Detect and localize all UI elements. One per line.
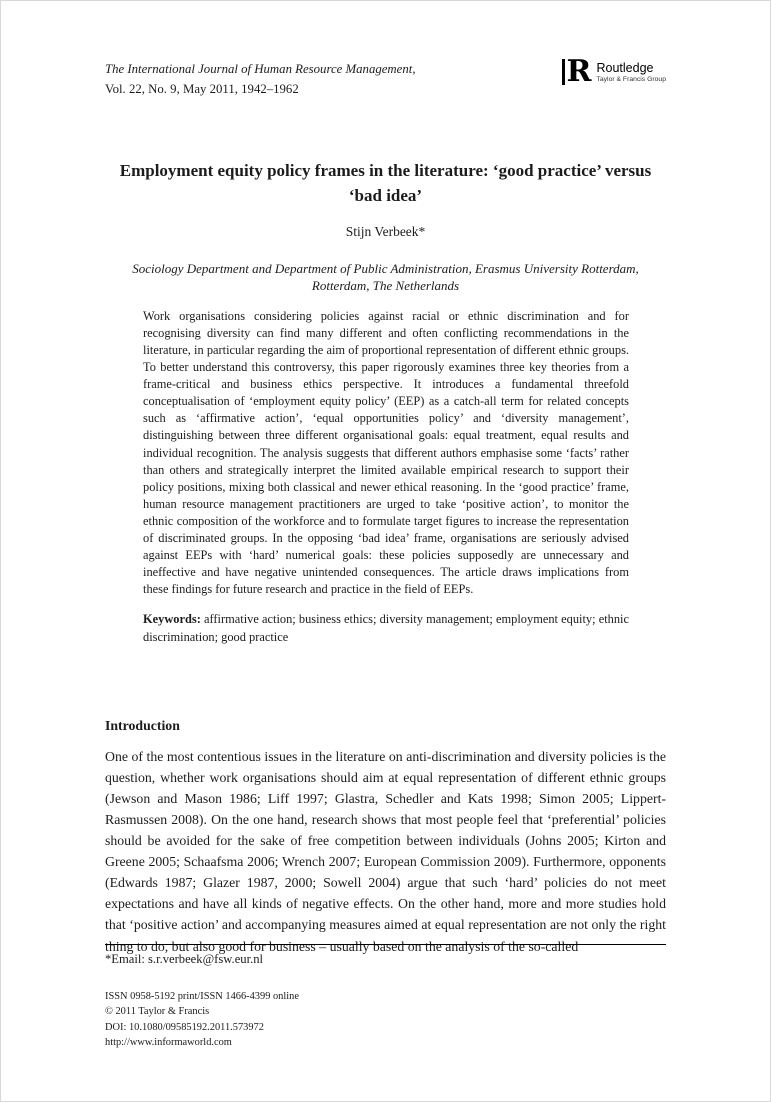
publisher-group: Taylor & Francis Group bbox=[596, 76, 666, 84]
imprint-block bbox=[105, 989, 666, 1051]
masthead bbox=[105, 54, 666, 97]
publisher-url-link[interactable]: http://www.informaworld.com bbox=[105, 1037, 232, 1049]
routledge-logo bbox=[562, 54, 666, 89]
keywords-label: Keywords: bbox=[143, 612, 201, 627]
footnote-area bbox=[105, 944, 666, 1051]
issn-line: ISSN 0958-5192 print/ISSN 1466-4399 online bbox=[105, 990, 299, 1002]
article-author: Stijn Verbeek* bbox=[345, 223, 426, 239]
copyright-line: © 2011 Taylor & Francis bbox=[105, 1006, 210, 1018]
article-abstract: Work organisations considering policies against racial or ethnic discrimination and for recognising diversity can find many different and often conflicting recommendations in the literature, in particular regarding the aim of proportional representation of different ethnic groups. To better understand this controversy, this paper rigorously examines three key theories from a frame-critical and business ethics perspective. It introduces a fundamental threefold conceptualisation of ‘employment equity policy’ (EEP) as a catch-all term for related concepts such as ‘affirmative action’, ‘equal opportunities policy’ and ‘diversity management’, distinguishing between three different organisational goals: equal treatment, equal results and individual recognition. The analysis suggests that different authors emphasise some ‘facts’ rather than others and strategically interpret the limited available empirical research to support their policy positions, mixing both classical and newer ethical reasoning. In the ‘good practice’ frame, human resource management practitioners are urged to take ‘positive action’, to monitor the ethnic composition of the workforce and to formulate target figures to increase the representation of discriminated groups. In the opposing ‘bad idea’ frame, organisations are seriously advised against EEPs with ‘hard’ numerical goals: these policies supposedly are unnecessary and ineffective and have negative unintended consequences. The article draws implications from these findings for future research and practice in the field of EEPs. bbox=[143, 308, 629, 597]
article-title: Employment equity policy frames in the literature: ‘good practice’ versus ‘bad idea’ bbox=[119, 161, 652, 205]
author-email-footnote[interactable]: *Email: s.r.verbeek@fsw.eur.nl bbox=[105, 951, 264, 966]
journal-name: The International Journal of Human Resource Management, bbox=[105, 62, 416, 76]
article-keywords bbox=[143, 611, 629, 645]
publisher-name: Routledge bbox=[596, 61, 654, 75]
journal-info bbox=[105, 61, 416, 97]
introduction-paragraph: One of the most contentious issues in the literature on anti-discrimination and diversity policies is the question, whether work organisations should aim at equal representation of different ethnic groups (Jewson and Mason 1986; Liff 1997; Glastra, Schedler and Kats 1998; Simon 2005; Lippert-Rasmussen 2008). On the one hand, research shows that most people feel that ‘preferential’ policies should be avoided for the sake of free competition between individuals (Johns 2005; Kirton and Greene 2005; Schaafsma 2006; Wrench 2007; European Commission 2009). Furthermore, opponents (Edwards 1987; Glazer 1987, 2000; Sowell 2004) argue that such ‘hard’ policies do not meet expectations and have all kinds of negative effects. On the other hand, more and more studies hold that ‘positive action’ and accompanying measures aimed at equal representation are not only the right thing to do, but also good for business – usually based on the analysis of the so-called bbox=[105, 748, 666, 954]
footnote-rule bbox=[105, 944, 666, 945]
routledge-r-icon: R bbox=[562, 59, 592, 85]
section-heading-introduction: Introduction bbox=[105, 717, 180, 733]
page-content bbox=[1, 1, 770, 957]
article-affiliation: Sociology Department and Department of Public Administration, Erasmus University Rotterdam, Rotterdam, The Netherlands bbox=[132, 260, 639, 294]
journal-issue: Vol. 22, No. 9, May 2011, 1942–1962 bbox=[105, 81, 299, 96]
keywords-text: affirmative action; business ethics; diversity management; employment equity; ethnic discrimination; good practice bbox=[143, 612, 629, 644]
doi-line: DOI: 10.1080/09585192.2011.573972 bbox=[105, 1021, 264, 1033]
publisher-logo-text bbox=[596, 59, 666, 83]
